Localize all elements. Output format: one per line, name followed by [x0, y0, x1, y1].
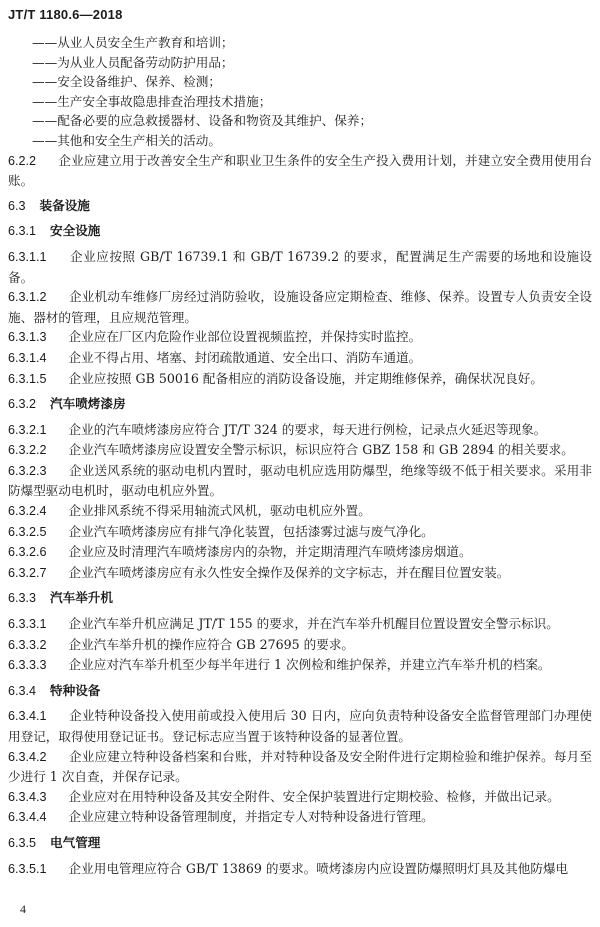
clause-text: 企业应建立特种设备档案和台账，并对特种设备及安全附件进行定期检验和维护保养。每月至少进行 1 次自查，并保存记录。: [8, 748, 593, 785]
clause-number: 6.3.2.3: [8, 463, 47, 478]
clause-number: 6.3.1.5: [8, 371, 47, 386]
clause-6-3-3-3: [8, 655, 592, 676]
clause-text: 企业汽车举升机应满足 JT/T 155 的要求，并在汽车举升机醒目位置设置安全警示标识。: [68, 616, 559, 632]
clause-number: 6.2.2: [8, 153, 37, 168]
section-number: 6.3.3: [8, 591, 37, 606]
clause-text: 企业特种设备投入使用前或投入使用后 30 日内，应向负责特种设备安全监督管理部门办理使用登记，取得使用登记证书。登记标志应当置于该特种设备的显著位置。: [8, 708, 592, 744]
clause-number: 6.3.3.3: [8, 658, 47, 673]
section-title: 特种设备: [50, 683, 101, 698]
clause-number: 6.3.2.4: [8, 504, 47, 519]
clause-number: 6.3.2.7: [8, 565, 47, 580]
section-title: 电气管理: [50, 835, 101, 850]
section-title: 装备设施: [39, 198, 90, 213]
section-heading-6-3-1: [8, 222, 592, 242]
clause-6-3-3-1: [8, 614, 592, 635]
clause-6-3-2-3: [8, 461, 592, 501]
clause-number: 6.3.2.6: [8, 545, 47, 560]
clause-text: 企业送风系统的驱动电机内置时，驱动电机应选用防爆型，绝缘等级不低于相关要求。采用非防爆型驱动电机时，驱动电机应外置。: [8, 462, 593, 499]
page-number: 4: [20, 902, 26, 916]
clause-number: 6.3.4.3: [8, 789, 47, 804]
clause-6-3-1-3: [8, 327, 592, 348]
dash-item: ——其他和安全生产相关的活动。: [32, 132, 221, 148]
clause-number: 6.3.1.2: [8, 290, 47, 305]
clause-text: 企业应在厂区内危险作业部位设置视频监控，并保持实时监控。: [68, 329, 422, 345]
clause-6-3-2-5: [8, 522, 592, 543]
page-content: [8, 33, 592, 879]
clause-text: 企业汽车喷烤漆房应设置安全警示标识，标识应符合 GBZ 158 和 GB 2894 的相关要求。: [68, 442, 574, 458]
clause-number: 6.3.1.4: [8, 350, 47, 365]
section-number: 6.3.2: [8, 397, 37, 412]
section-title: 汽车举升机: [50, 591, 113, 606]
clause-6-3-2-1: [8, 420, 592, 441]
clause-6-3-4-2: [8, 747, 592, 787]
clause-number: 6.3.1.1: [8, 249, 47, 264]
clause-6-3-1-1: [8, 247, 592, 287]
clause-6-3-1-5: [8, 369, 592, 390]
section-heading-6-3-2: [8, 395, 592, 415]
dash-item: ——安全设备维护、保养、检测；: [32, 74, 221, 90]
clause-6-3-2-4: [8, 501, 592, 522]
section-number: 6.3.1: [8, 224, 37, 239]
clause-number: 6.3.1.3: [8, 330, 47, 345]
dash-item: ——生产安全事故隐患排查治理技术措施；: [32, 93, 272, 109]
clause-6-3-3-2: [8, 635, 592, 656]
clause-number: 6.3.4.1: [8, 709, 47, 724]
clause-text: 企业机动车维修厂房经过消防验收，设施设备应定期检查、维修、保养。设置专人负责安全设施、器材的管理，且应规范管理。: [8, 289, 593, 325]
clause-text: 企业应建立用于改善安全生产和职业卫生条件的安全生产投入费用计划，并建立安全费用使用台账。: [8, 152, 593, 189]
section-heading-6-3-4: [8, 682, 592, 702]
section-heading-6-3-3: [8, 589, 592, 609]
clause-6-3-4-1: [8, 706, 592, 746]
clause-text: 企业汽车举升机的操作应符合 GB 27695 的要求。: [68, 636, 355, 652]
section-number: 6.3: [8, 198, 26, 213]
standard-header: JT/T 1180.6—2018: [8, 7, 123, 22]
clause-6-3-2-7: [8, 563, 592, 584]
clause-6-3-4-3: [8, 787, 592, 808]
section-heading-6-3: [8, 197, 592, 217]
clause-number: 6.3.2.5: [8, 524, 47, 539]
clause-text: 企业应对在用特种设备及其安全附件、安全保护装置进行定期校验、检修，并做出记录。: [68, 788, 560, 804]
clause-number: 6.3.2.1: [8, 422, 47, 437]
clause-text: 企业应按照 GB/T 16739.1 和 GB/T 16739.2 的要求，配置满足生产需要的场地和设施设备。: [8, 248, 592, 285]
clause-6-3-2-2: [8, 440, 592, 461]
clause-6-3-4-4: [8, 807, 592, 828]
clause-text: 企业不得占用、堵塞、封闭疏散通道、安全出口、消防车通道。: [68, 349, 422, 365]
clause-6-2-2: [8, 151, 592, 191]
dash-item: ——配备必要的应急救援器材、设备和物资及其维护、保养；: [32, 113, 373, 129]
clause-text: 企业排风系统不得采用轴流式风机，驱动电机应外置。: [68, 503, 371, 519]
section-heading-6-3-5: [8, 834, 592, 854]
clause-6-3-1-2: [8, 287, 592, 327]
section-title: 汽车喷烤漆房: [50, 397, 126, 412]
clause-text: 企业应建立特种设备管理制度，并指定专人对特种设备进行管理。: [68, 809, 434, 825]
clause-6-3-5-1: [8, 859, 592, 880]
clause-text: 企业汽车喷烤漆房应有排气净化装置，包括漆雾过滤与废气净化。: [68, 523, 434, 539]
clause-number: 6.3.5.1: [8, 861, 47, 876]
dash-item: ——从业人员安全生产教育和培训；: [32, 35, 234, 50]
clause-text: 企业汽车喷烤漆房应有永久性安全操作及保养的文字标志，并在醒目位置安装。: [68, 564, 510, 580]
section-number: 6.3.4: [8, 683, 37, 698]
clause-number: 6.3.2.2: [8, 443, 47, 458]
clause-6-3-2-6: [8, 542, 592, 563]
clause-number: 6.3.3.2: [8, 637, 47, 652]
clause-number: 6.3.4.4: [8, 810, 47, 825]
clause-text: 企业的汽车喷烤漆房应符合 JT/T 324 的要求，每天进行例检，记录点火延迟等现象。: [68, 421, 547, 437]
clause-number: 6.3.4.2: [8, 749, 47, 764]
clause-number: 6.3.3.1: [8, 617, 47, 632]
section-number: 6.3.5: [8, 835, 37, 850]
clause-text: 企业应对汽车举升机至少每半年进行 1 次例检和维护保养，并建立汽车举升机的档案。: [68, 657, 551, 673]
clause-6-3-1-4: [8, 348, 592, 369]
clause-text: 企业应及时清理汽车喷烤漆房内的杂物，并定期清理汽车喷烤漆房烟道。: [68, 544, 472, 560]
clause-text: 企业应按照 GB 50016 配备相应的消防设备设施，并定期维修保养，确保状况良好。: [68, 370, 543, 386]
section-title: 安全设施: [50, 224, 101, 239]
clause-text: 企业用电管理应符合 GB/T 13869 的要求。喷烤漆房内应设置防爆照明灯具及其他防爆电: [68, 860, 569, 876]
dash-item: ——为从业人员配备劳动防护用品；: [32, 54, 234, 70]
